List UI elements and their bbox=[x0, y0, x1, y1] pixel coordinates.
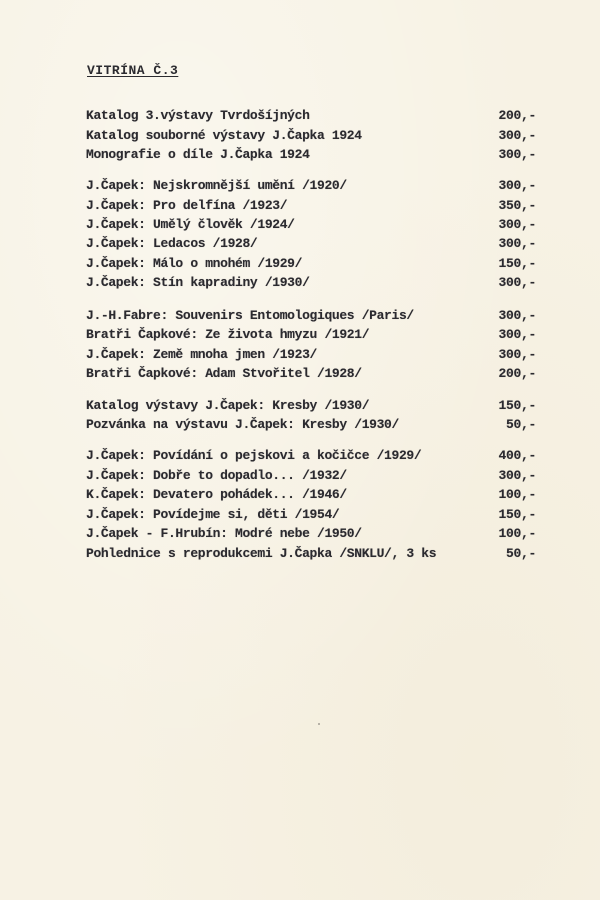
list-item bbox=[86, 234, 536, 254]
item-title: Monografie o díle J.Čapka 1924 bbox=[86, 147, 310, 162]
item-title: J.Čapek: Umělý člověk /1924/ bbox=[86, 217, 295, 232]
item-price: 200,- bbox=[498, 366, 536, 381]
item-price: 200,- bbox=[498, 108, 536, 123]
item-price: 300,- bbox=[498, 347, 536, 362]
item-title: Bratři Čapkové: Adam Stvořitel /1928/ bbox=[86, 366, 362, 381]
list-item bbox=[86, 306, 536, 326]
item-title: J.-H.Fabre: Souvenirs Entomologiques /Paris/ bbox=[86, 308, 414, 323]
list-item bbox=[86, 466, 536, 486]
list-item bbox=[86, 273, 536, 293]
item-price: 50,- bbox=[505, 417, 536, 432]
item-price: 350,- bbox=[498, 198, 536, 213]
item-title: Katalog výstavy J.Čapek: Kresby /1930/ bbox=[86, 398, 370, 413]
list-item bbox=[86, 145, 536, 165]
list-item bbox=[86, 415, 536, 435]
page-title: VITRÍNA Č.3 bbox=[87, 63, 179, 78]
item-price: 100,- bbox=[498, 526, 536, 541]
list-item bbox=[86, 524, 536, 544]
item-price: 150,- bbox=[498, 507, 536, 522]
item-price: 300,- bbox=[498, 128, 536, 143]
item-title: J.Čapek: Povídejme si, děti /1954/ bbox=[86, 507, 340, 522]
list-item bbox=[86, 254, 536, 274]
item-title: K.Čapek: Devatero pohádek... /1946/ bbox=[86, 487, 347, 502]
paper-speck bbox=[318, 723, 320, 725]
item-title: Pozvánka na výstavu J.Čapek: Kresby /1930/ bbox=[86, 417, 399, 432]
list-item bbox=[86, 544, 536, 564]
item-price: 300,- bbox=[498, 147, 536, 162]
item-price: 50,- bbox=[505, 546, 536, 561]
list-item bbox=[86, 505, 536, 525]
list-item bbox=[86, 345, 536, 365]
item-title: J.Čapek: Pro delfína /1923/ bbox=[86, 198, 288, 213]
list-item bbox=[86, 176, 536, 196]
item-price: 300,- bbox=[498, 327, 536, 342]
list-item bbox=[86, 126, 536, 146]
item-title: Katalog 3.výstavy Tvrdošíjných bbox=[86, 108, 310, 123]
item-price: 300,- bbox=[498, 275, 536, 290]
item-price: 300,- bbox=[498, 178, 536, 193]
list-item bbox=[86, 106, 536, 126]
item-title: Pohlednice s reprodukcemi J.Čapka /SNKLU/, 3 ks bbox=[86, 546, 437, 561]
list-item bbox=[86, 446, 536, 466]
item-price: 400,- bbox=[498, 448, 536, 463]
list-item bbox=[86, 364, 536, 384]
item-price: 300,- bbox=[498, 468, 536, 483]
item-title: Bratři Čapkové: Ze života hmyzu /1921/ bbox=[86, 327, 370, 342]
item-price: 300,- bbox=[498, 236, 536, 251]
item-title: J.Čapek - F.Hrubín: Modré nebe /1950/ bbox=[86, 526, 362, 541]
item-title: J.Čapek: Dobře to dopadlo... /1932/ bbox=[86, 468, 347, 483]
list-item bbox=[86, 485, 536, 505]
item-title: Katalog souborné výstavy J.Čapka 1924 bbox=[86, 128, 362, 143]
item-title: J.Čapek: Stín kapradiny /1930/ bbox=[86, 275, 310, 290]
item-price: 150,- bbox=[498, 256, 536, 271]
list-item bbox=[86, 396, 536, 416]
item-price: 150,- bbox=[498, 398, 536, 413]
list-item bbox=[86, 325, 536, 345]
item-title: J.Čapek: Málo o mnohém /1929/ bbox=[86, 256, 303, 271]
item-price: 300,- bbox=[498, 217, 536, 232]
item-title: J.Čapek: Nejskromnější umění /1920/ bbox=[86, 178, 347, 193]
list-item bbox=[86, 196, 536, 216]
item-title: J.Čapek: Povídání o pejskovi a kočičce /1929/ bbox=[86, 448, 422, 463]
item-price: 300,- bbox=[498, 308, 536, 323]
list-item bbox=[86, 215, 536, 235]
item-price: 100,- bbox=[498, 487, 536, 502]
item-title: J.Čapek: Ledacos /1928/ bbox=[86, 236, 258, 251]
item-title: J.Čapek: Země mnoha jmen /1923/ bbox=[86, 347, 317, 362]
